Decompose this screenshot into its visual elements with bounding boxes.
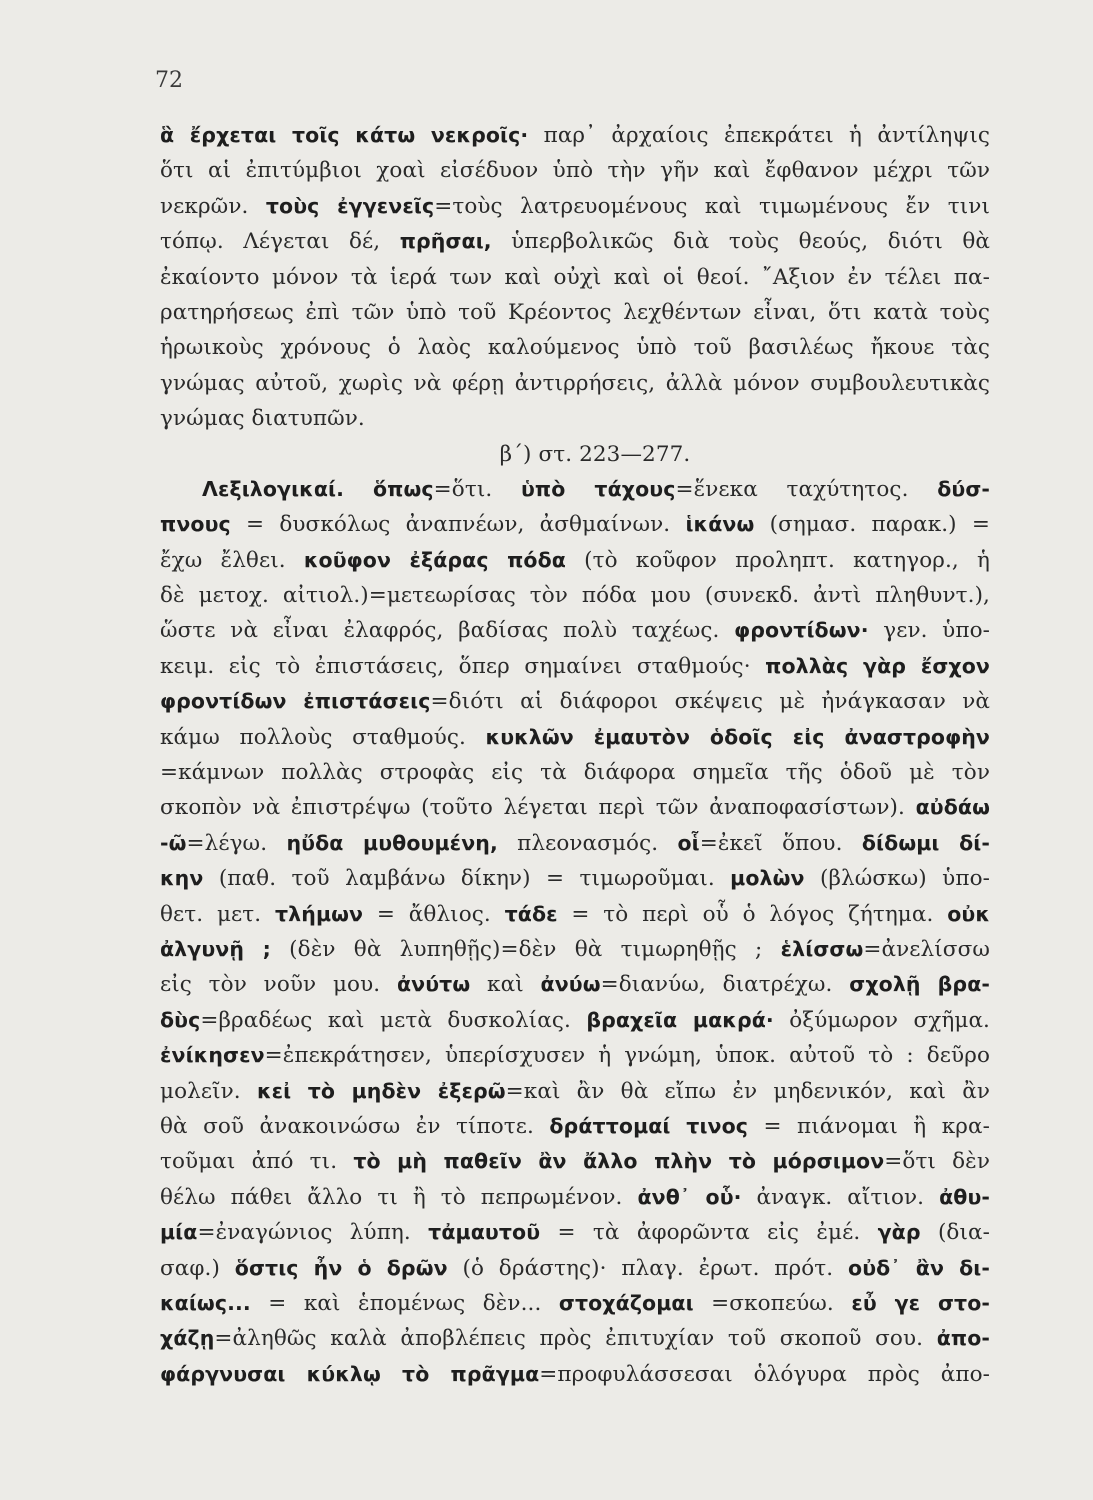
gloss-text: =ἕνεκα ταχύτητος. <box>675 476 938 502</box>
gloss-text: =βραδέως καὶ μετὰ δυσκολίας. <box>200 1007 587 1033</box>
section-heading <box>160 437 990 472</box>
text-line <box>160 295 990 330</box>
gloss-text: κειμ. εἰς τὸ ἐπιστάσεις, ὅπερ σημαίνει σταθμούς· <box>160 653 766 679</box>
text-line <box>160 1109 990 1144</box>
gloss-text: β΄) στ. 223—277. <box>499 441 691 467</box>
text-line <box>160 472 990 507</box>
lemma-term: στοχάζομαι <box>558 1290 694 1315</box>
lemma-term: κυκλῶν ἐμαυτὸν ὁδοῖς εἰς ἀναστροφὴν <box>485 724 990 749</box>
text-line <box>160 153 990 188</box>
lemma-term: ἱκάνω <box>685 512 755 537</box>
text-line <box>160 330 990 365</box>
lemma-term: σχολῇ βρα- <box>849 972 990 997</box>
gloss-text: παρ᾽ ἀρχαίοις ἐπεκράτει ἡ ἀντίληψις <box>528 123 990 148</box>
gloss-text: σαφ.) <box>160 1255 235 1281</box>
gloss-text: ἔχω ἔλθει. <box>160 547 304 573</box>
gloss-text: γνώμας αὐτοῦ, χωρὶς νὰ φέρῃ ἀντιρρήσεις, ἀλλὰ μόνον συμβουλευτικὰς <box>160 370 990 396</box>
page-number: 72 <box>155 68 183 93</box>
gloss-text: =ὅτι. <box>433 476 521 502</box>
text-line <box>160 897 990 932</box>
gloss-text: (τὸ κοῦφον προληπτ. κατηγορ., ἡ <box>565 547 990 573</box>
lemma-term: χάζῃ <box>160 1326 215 1351</box>
commentary-body <box>160 118 990 1392</box>
text-line <box>160 861 990 896</box>
lemma-term: καίως... <box>160 1290 251 1315</box>
text-line <box>160 790 990 825</box>
gloss-text: ὥστε νὰ εἶναι ἐλαφρός, βαδίσας πολὺ ταχέως. <box>160 618 735 644</box>
gloss-text: =προφυλάσσεσαι ὁλόγυρα πρὸς ἀπο- <box>539 1361 990 1387</box>
lemma-term: ἀθυ- <box>939 1184 990 1209</box>
lemma-term: πνους <box>160 512 231 537</box>
lemma-term: μία <box>160 1220 198 1245</box>
gloss-text: μολεῖν. <box>160 1078 257 1104</box>
lemma-term: γὰρ <box>877 1220 921 1245</box>
lemma-term: οὐδ᾽ ἂν δι- <box>848 1255 990 1280</box>
lemma-term: ἀνθ᾽ οὗ· <box>637 1184 742 1209</box>
gloss-text: (σημασ. παρακ.) = <box>754 512 990 538</box>
gloss-text: =διανύω, διατρέχω. <box>600 972 850 998</box>
gloss-text: εἰς τὸν νοῦν μου. <box>160 972 397 998</box>
text-line <box>160 613 990 648</box>
gloss-text: δὲ μετοχ. αἰτιολ.)=μετεωρίσας τὸν πόδα μου (συνεκδ. ἀντὶ πληθυντ.), <box>160 583 990 609</box>
gloss-text: ἀναγκ. αἴτιον. <box>741 1184 940 1210</box>
text-line <box>160 543 990 578</box>
text-line <box>160 1074 990 1109</box>
text-line <box>160 967 990 1002</box>
text-line <box>160 720 990 755</box>
gloss-text: = τὰ ἀφορῶντα εἰς ἐμέ. <box>540 1220 878 1246</box>
gloss-text: =ἐκεῖ ὅπου. <box>699 830 862 856</box>
lemma-term: αὐδάω <box>915 795 990 820</box>
gloss-text: = ἄθλιος. <box>363 901 505 927</box>
lemma-term: δύσ- <box>937 476 990 501</box>
lemma-term: δράττομαί τινος <box>549 1113 749 1138</box>
gloss-text: (παθ. τοῦ λαμβάνω δίκην) = τιμωροῦμαι. <box>203 866 731 892</box>
gloss-text: =ἀνελίσσω <box>863 936 990 962</box>
lemma-term: ἀνύτω <box>396 972 471 997</box>
gloss-text: = δυσκόλως ἀναπνέων, ἀσθμαίνων. <box>230 512 686 538</box>
gloss-text: (ὁ δράστης)· πλαγ. ἐρωτ. πρότ. <box>447 1255 849 1281</box>
lemma-term: -ῶ <box>160 830 187 855</box>
text-line <box>160 1357 990 1392</box>
lemma-term: ὅστις ἦν ὁ δρῶν <box>234 1255 448 1280</box>
lemma-term: τὸ μὴ παθεῖν ἂν ἄλλο πλὴν τὸ μόρσιμον <box>353 1149 885 1174</box>
text-line <box>160 1180 990 1215</box>
text-line <box>160 649 990 684</box>
lemma-term: πρῆσαι, <box>399 229 492 254</box>
lemma-term: οὐκ <box>947 901 990 926</box>
gloss-text: = καὶ ἑπομένως δὲν... <box>250 1290 559 1316</box>
gloss-text: καὶ <box>470 972 541 998</box>
lemma-term: ἀλγυνῇ ; <box>160 936 271 961</box>
gloss-text: =διότι αἱ διάφοροι σκέψεις μὲ ἠνάγκασαν νὰ <box>430 689 990 715</box>
lemma-term: ὑπὸ τάχους <box>520 476 676 501</box>
gloss-text: σκοπὸν νὰ ἐπιστρέψω (τοῦτο λέγεται περὶ τῶν ἀναποφασίστων). <box>160 795 916 821</box>
text-line <box>160 118 990 153</box>
gloss-text: ὀξύμωρον σχῆμα. <box>773 1007 990 1033</box>
gloss-text: (δια- <box>920 1220 990 1246</box>
text-line <box>160 224 990 259</box>
lemma-term: φροντίδων ἐπιστάσεις <box>160 689 431 714</box>
text-line <box>160 932 990 967</box>
gloss-text: (δὲν θὰ λυπηθῇς)=δὲν θὰ τιμωρηθῇς ; <box>270 936 781 962</box>
text-line <box>160 366 990 401</box>
gloss-text: =ἐναγώνιος λύπη. <box>197 1220 429 1246</box>
gloss-text: θὰ σοῦ ἀνακοινώσω ἐν τίποτε. <box>160 1113 550 1139</box>
text-line <box>160 1144 990 1179</box>
lemma-term: ὅπως <box>373 476 434 501</box>
text-line <box>160 1321 990 1356</box>
gloss-text: θετ. μετ. <box>160 901 275 927</box>
text-line <box>160 755 990 790</box>
lemma-term: τλήμων <box>275 901 364 926</box>
lemma-term: φάργνυσαι κύκλῳ τὸ πρᾶγμα <box>160 1361 540 1386</box>
lemma-term: ἀνύω <box>540 972 601 997</box>
text-line <box>160 1251 990 1286</box>
gloss-text: ἐκαίοντο μόνον τὰ ἱερά των καὶ οὐχὶ καὶ οἱ θεοί. ῎Αξιον ἐν τέλει πα- <box>160 264 990 290</box>
gloss-text: ὅτι αἱ ἐπιτύμβιοι χοαὶ εἰσέδυον ὑπὸ τὴν γῆν καὶ ἔφθανον μέχρι τῶν <box>160 158 990 184</box>
gloss-text: =ὅτι δὲν <box>884 1149 990 1175</box>
text-line <box>160 260 990 295</box>
gloss-text: ρατηρήσεως ἐπὶ τῶν ὑπὸ τοῦ Κρέοντος λεχθέντων εἶναι, ὅτι κατὰ τοὺς <box>160 299 990 325</box>
lemma-term: κοῦφον ἐξάρας πόδα <box>303 547 566 572</box>
lemma-term: πολλὰς γὰρ ἔσχον <box>765 653 990 678</box>
lemma-term: δίδωμι δί- <box>861 830 990 855</box>
gloss-text: ἡρωικοὺς χρόνους ὁ λαὸς καλούμενος ὑπὸ τοῦ βασιλέως ἤκουε τὰς <box>160 335 990 361</box>
gloss-text: γεν. ὑπο- <box>868 618 990 644</box>
gloss-text: κάμω πολλοὺς σταθμούς. <box>160 724 486 750</box>
gloss-text: γνώμας διατυπῶν. <box>160 406 365 432</box>
gloss-text: =καὶ ἂν θὰ εἴπω ἐν μηδενικόν, καὶ ἂν <box>505 1078 990 1104</box>
lemma-term: ἐνίκησεν <box>160 1043 265 1068</box>
lemma-term: οἷ <box>677 830 700 855</box>
gloss-text: =σκοπεύω. <box>693 1290 852 1316</box>
gloss-text: =ἀληθῶς καλὰ ἀποβλέπεις πρὸς ἐπιτυχίαν τοῦ σκοποῦ σου. <box>214 1326 937 1352</box>
lemma-term: ηὔδα μυθουμένη, <box>286 830 498 855</box>
text-line <box>160 1003 990 1038</box>
lemma-term: κην <box>160 866 204 891</box>
gloss-text: =τοὺς λατρευομένους καὶ τιμωμένους ἔν τινι <box>434 193 990 219</box>
gloss-text: =λέγω. <box>186 830 287 856</box>
lemma-term: Λεξιλογικαί. <box>202 476 373 501</box>
gloss-text: τόπῳ. Λέγεται δέ, <box>160 229 400 255</box>
text-line <box>160 684 990 719</box>
lemma-term: βραχεῖα μακρά· <box>586 1007 774 1032</box>
text-line <box>160 507 990 542</box>
lemma-term: τάδε <box>504 901 558 926</box>
text-line <box>160 578 990 613</box>
lemma-term: εὖ γε στο- <box>851 1290 990 1315</box>
lemma-term: ἃ ἔρχεται τοῖς κάτω νεκροῖς· <box>160 123 529 147</box>
lemma-term: φροντίδων· <box>734 618 869 643</box>
lemma-term: ἀπο- <box>936 1326 990 1351</box>
gloss-text: = τὸ περὶ οὗ ὁ λόγος ζήτημα. <box>557 901 948 927</box>
lemma-term: δὺς <box>160 1007 201 1032</box>
text-line <box>160 189 990 224</box>
lemma-term: κεἰ τὸ μηδὲν ἐξερῶ <box>256 1078 506 1103</box>
gloss-text: (βλώσκω) ὑπο- <box>804 866 990 892</box>
text-line <box>160 1286 990 1321</box>
text-line <box>160 401 990 436</box>
lemma-term: τἀμαυτοῦ <box>428 1220 541 1245</box>
gloss-text: θέλω πάθει ἄλλο τι ἢ τὸ πεπρωμένον. <box>160 1184 638 1210</box>
gloss-text: = πιάνομαι ἢ κρα- <box>748 1113 990 1139</box>
lemma-term: τοὺς ἐγγενεῖς <box>265 193 435 218</box>
gloss-text: =κάμνων πολλὰς στροφὰς εἰς τὰ διάφορα σημεῖα τῆς ὁδοῦ μὲ τὸν <box>160 760 990 786</box>
gloss-text: πλεονασμός. <box>497 830 678 856</box>
gloss-text: =ἐπεκράτησεν, ὑπερίσχυσεν ἡ γνώμη, ὑποκ. αὐτοῦ τὸ : δεῦρο <box>264 1043 990 1069</box>
gloss-text: τοῦμαι ἀπό τι. <box>160 1149 354 1175</box>
gloss-text: ὑπερβολικῶς διὰ τοὺς θεούς, διότι θὰ <box>491 229 990 255</box>
lemma-term: ἑλίσσω <box>780 936 864 961</box>
gloss-text: νεκρῶν. <box>160 193 266 219</box>
text-line <box>160 826 990 861</box>
lemma-term: μολὼν <box>730 866 805 891</box>
text-line <box>160 1215 990 1250</box>
text-line <box>160 1038 990 1073</box>
